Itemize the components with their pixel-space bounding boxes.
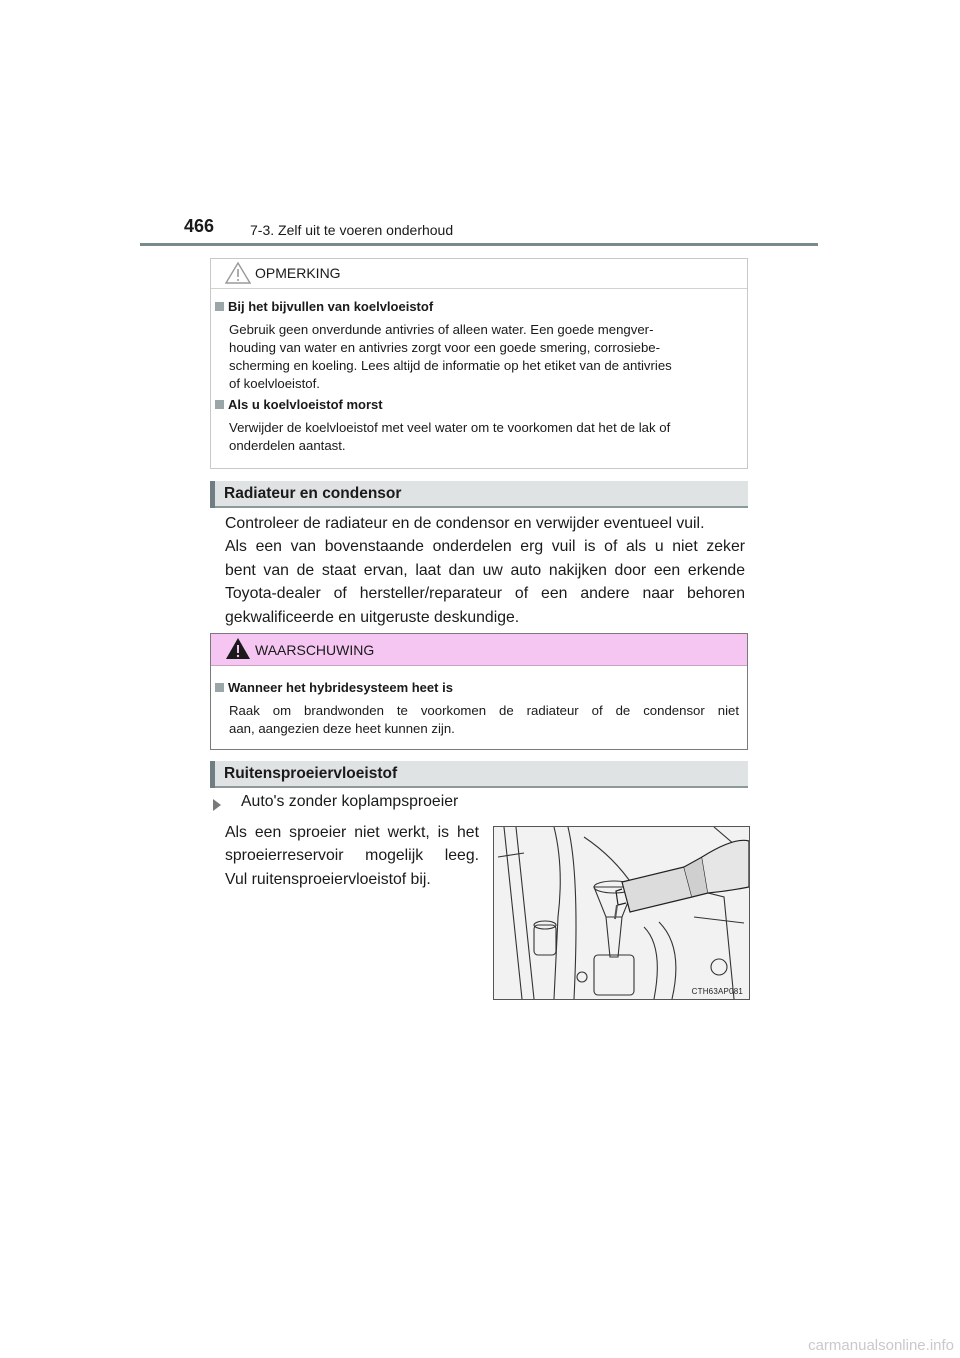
notice-subheading: Bij het bijvullen van koelvloeistof: [215, 299, 433, 314]
notice-box: [210, 258, 748, 469]
warning-subheading: Wanneer het hybridesysteem heet is: [215, 680, 453, 695]
triangle-marker-icon: [213, 799, 221, 811]
warning-triangle-filled-icon: [225, 636, 251, 662]
notice-header: [211, 259, 747, 289]
warning-label: WAARSCHUWING: [255, 642, 375, 658]
warning-paragraph: Raak om brandwonden te voorkomen de radiateur of de condensor niet aan, aangezien deze heet kunnen zijn.: [229, 703, 739, 736]
square-bullet-icon: [215, 683, 224, 692]
notice-label: OPMERKING: [255, 265, 341, 281]
notice-paragraph: Verwijder de koelvloeistof met veel water om te voorkomen dat het de lak of onderdelen aantast.: [229, 420, 671, 453]
washer-paragraph: Als een sproeier niet werkt, is het sproeierreservoir mogelijk leeg. Vul ruitensproeiervloeistof bij.: [225, 824, 479, 888]
figure-code: CTH63AP081: [691, 987, 743, 996]
radiator-paragraph: Controleer de radiateur en de condensor en verwijder eventueel vuil. Als een van bovenstaande onderdelen erg vuil is of als u niet zeker bent van de staat ervan, laat dan uw auto nakijken door een erkende Toyota-dealer of hersteller/reparateur of een andere naar behoren gekwalificeerde en uitgeruste deskundige.: [225, 515, 745, 626]
square-bullet-icon: [215, 400, 224, 409]
warning-box: [210, 633, 748, 750]
notice-paragraph: Gebruik geen onverdunde antivries of alleen water. Een goede mengver- houding van water en antivries zorgt voor een goede smering, corrosiebe- scherming en koeling. Lees altijd de informatie op het etiket van de antivries of koelvloeistof.: [229, 322, 672, 391]
header-rule: [140, 243, 818, 246]
section-heading-radiator: Radiateur en condensor: [210, 481, 748, 508]
washer-illustration: [493, 826, 750, 1000]
section-title: 7-3. Zelf uit te voeren onderhoud: [250, 222, 454, 238]
warning-header: [211, 634, 747, 666]
page-number: 466: [184, 216, 215, 236]
watermark: carmanualsonline.info: [808, 1337, 954, 1354]
washer-sub-item: Auto's zonder koplampsproeier: [241, 793, 459, 810]
caution-triangle-outline-icon: [225, 261, 251, 285]
square-bullet-icon: [215, 302, 224, 311]
notice-subheading: Als u koelvloeistof morst: [215, 397, 383, 412]
washer-fluid-illustration: [494, 827, 749, 999]
section-heading-washer: Ruitensproeiervloeistof: [210, 761, 748, 788]
